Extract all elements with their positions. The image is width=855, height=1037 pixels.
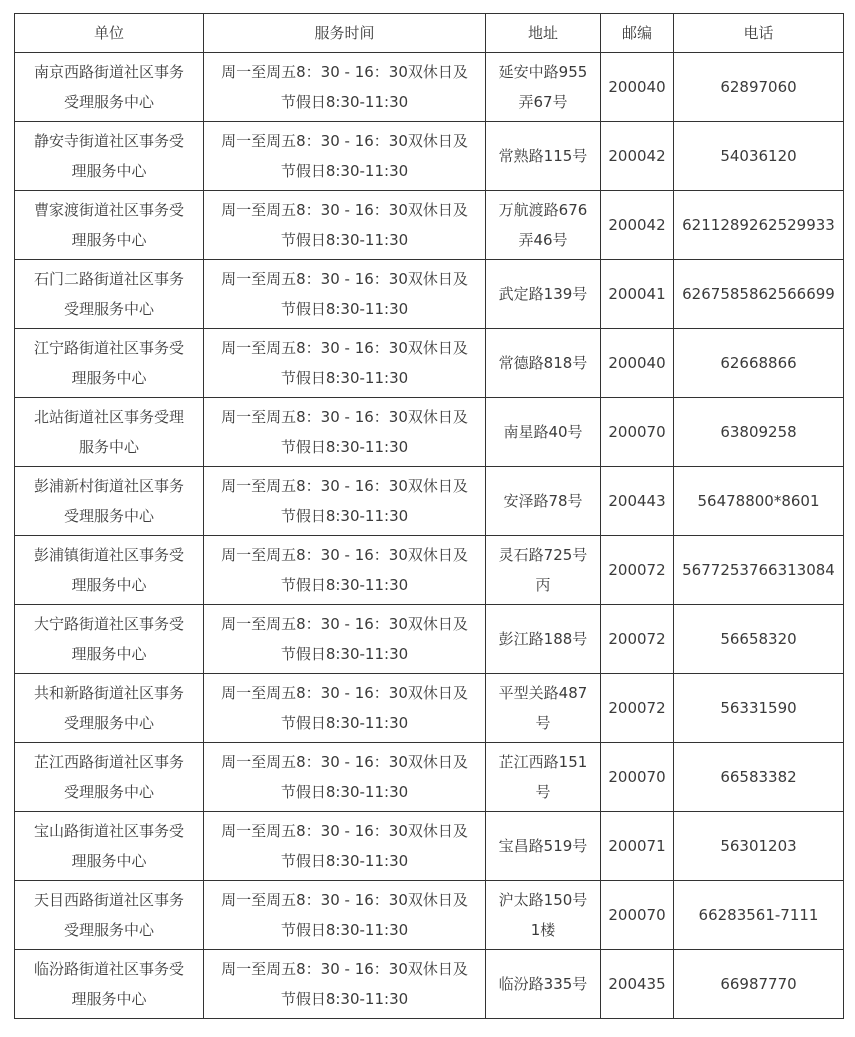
cell-service-hours [204, 191, 486, 260]
cell-service-hours [204, 743, 486, 812]
cell-address [486, 467, 601, 536]
header-address: 地址 [486, 14, 601, 53]
cell-unit [15, 260, 204, 329]
cell-service-hours [204, 536, 486, 605]
cell-service-hours-line: 周一至周五8：30 - 16：30双休日及 [221, 546, 468, 564]
cell-zip: 200070 [601, 398, 674, 467]
table-row [15, 743, 844, 812]
cell-service-hours-line: 节假日8:30-11:30 [280, 300, 409, 318]
table-row [15, 812, 844, 881]
cell-zip: 200070 [601, 881, 674, 950]
cell-service-hours-line: 周一至周五8：30 - 16：30双休日及 [221, 270, 468, 288]
cell-zip: 200072 [601, 605, 674, 674]
cell-service-hours-line: 周一至周五8：30 - 16：30双休日及 [221, 408, 468, 426]
header-service-hours: 服务时间 [204, 14, 486, 53]
cell-unit-line: 共和新路街道社区事务 [33, 684, 184, 702]
cell-service-hours-line: 周一至周五8：30 - 16：30双休日及 [221, 960, 468, 978]
cell-unit-line: 受理服务中心 [63, 300, 154, 318]
cell-unit-line: 服务中心 [78, 438, 139, 456]
table-row [15, 881, 844, 950]
cell-zip: 200072 [601, 674, 674, 743]
table-row [15, 536, 844, 605]
cell-service-hours-line: 节假日8:30-11:30 [280, 231, 409, 249]
cell-service-hours [204, 674, 486, 743]
cell-address [486, 329, 601, 398]
cell-unit-line: 受理服务中心 [63, 921, 154, 939]
service-centers-table [14, 13, 844, 1019]
cell-address-line: 弄46号 [518, 231, 568, 249]
cell-service-hours [204, 881, 486, 950]
cell-unit-line: 受理服务中心 [63, 714, 154, 732]
table-row [15, 122, 844, 191]
cell-unit-line: 受理服务中心 [63, 507, 154, 525]
cell-address [486, 122, 601, 191]
table-row [15, 467, 844, 536]
table-row [15, 398, 844, 467]
cell-unit-line: 彭浦镇街道社区事务受 [33, 546, 184, 564]
cell-unit-line: 受理服务中心 [63, 783, 154, 801]
cell-unit-line: 理服务中心 [71, 369, 147, 387]
cell-address-line: 平型关路487 [498, 684, 588, 702]
cell-service-hours-line: 节假日8:30-11:30 [280, 990, 409, 1008]
cell-unit-line: 理服务中心 [71, 852, 147, 870]
cell-service-hours-line: 节假日8:30-11:30 [280, 507, 409, 525]
cell-service-hours-line: 周一至周五8：30 - 16：30双休日及 [221, 753, 468, 771]
cell-zip: 200070 [601, 743, 674, 812]
cell-phone: 6267585862566699 [674, 260, 844, 329]
cell-address-line: 临汾路335号 [498, 975, 588, 993]
cell-service-hours-line: 周一至周五8：30 - 16：30双休日及 [221, 201, 468, 219]
cell-phone: 56478800*8601 [674, 467, 844, 536]
cell-unit [15, 812, 204, 881]
cell-unit [15, 53, 204, 122]
cell-service-hours-line: 节假日8:30-11:30 [280, 921, 409, 939]
cell-phone: 56301203 [674, 812, 844, 881]
cell-phone: 62668866 [674, 329, 844, 398]
cell-address [486, 743, 601, 812]
cell-service-hours [204, 950, 486, 1019]
cell-zip: 200042 [601, 122, 674, 191]
cell-phone: 63809258 [674, 398, 844, 467]
table-row [15, 674, 844, 743]
cell-address [486, 398, 601, 467]
header-zip: 邮编 [601, 14, 674, 53]
table-row [15, 191, 844, 260]
cell-unit [15, 467, 204, 536]
cell-service-hours-line: 节假日8:30-11:30 [280, 93, 409, 111]
cell-unit-line: 江宁路街道社区事务受 [33, 339, 184, 357]
header-phone: 电话 [674, 14, 844, 53]
cell-address-line: 武定路139号 [498, 285, 588, 303]
cell-address-line: 弄67号 [518, 93, 568, 111]
cell-address-line: 安泽路78号 [503, 492, 583, 510]
cell-service-hours-line: 周一至周五8：30 - 16：30双休日及 [221, 891, 468, 909]
cell-service-hours [204, 467, 486, 536]
cell-unit-line: 宝山路街道社区事务受 [33, 822, 184, 840]
cell-zip: 200072 [601, 536, 674, 605]
cell-address [486, 191, 601, 260]
cell-service-hours [204, 122, 486, 191]
cell-unit-line: 北站街道社区事务受理 [33, 408, 184, 426]
cell-service-hours-line: 周一至周五8：30 - 16：30双休日及 [221, 63, 468, 81]
cell-service-hours [204, 260, 486, 329]
cell-service-hours [204, 53, 486, 122]
cell-unit [15, 950, 204, 1019]
cell-phone: 66987770 [674, 950, 844, 1019]
cell-unit-line: 天目西路街道社区事务 [33, 891, 184, 909]
cell-unit-line: 彭浦新村街道社区事务 [33, 477, 184, 495]
cell-unit-line: 曹家渡街道社区事务受 [33, 201, 184, 219]
cell-phone: 66583382 [674, 743, 844, 812]
cell-service-hours-line: 节假日8:30-11:30 [280, 576, 409, 594]
cell-zip: 200040 [601, 53, 674, 122]
cell-address [486, 260, 601, 329]
cell-zip: 200040 [601, 329, 674, 398]
cell-address [486, 812, 601, 881]
cell-address-line: 南星路40号 [503, 423, 583, 441]
cell-address [486, 950, 601, 1019]
cell-unit-line: 临汾路街道社区事务受 [33, 960, 184, 978]
cell-zip: 200042 [601, 191, 674, 260]
cell-service-hours-line: 节假日8:30-11:30 [280, 714, 409, 732]
cell-service-hours-line: 节假日8:30-11:30 [280, 852, 409, 870]
cell-address-line: 宝昌路519号 [498, 837, 588, 855]
cell-address [486, 605, 601, 674]
table-row [15, 329, 844, 398]
table-row [15, 605, 844, 674]
table-row [15, 260, 844, 329]
cell-phone: 5677253766313084 [674, 536, 844, 605]
cell-unit-line: 理服务中心 [71, 162, 147, 180]
cell-phone: 56658320 [674, 605, 844, 674]
cell-unit [15, 536, 204, 605]
cell-zip: 200041 [601, 260, 674, 329]
cell-unit-line: 理服务中心 [71, 231, 147, 249]
cell-address-line: 沪太路150号 [498, 891, 588, 909]
cell-unit-line: 芷江西路街道社区事务 [33, 753, 184, 771]
cell-service-hours [204, 605, 486, 674]
cell-unit [15, 605, 204, 674]
table-header-row [15, 14, 844, 53]
cell-address-line: 芷江西路151 [498, 753, 588, 771]
cell-service-hours-line: 周一至周五8：30 - 16：30双休日及 [221, 615, 468, 633]
cell-address-line: 常熟路115号 [498, 147, 588, 165]
cell-unit-line: 南京西路街道社区事务 [33, 63, 184, 81]
cell-address-line: 万航渡路676 [498, 201, 588, 219]
cell-phone: 62897060 [674, 53, 844, 122]
cell-service-hours-line: 节假日8:30-11:30 [280, 645, 409, 663]
cell-service-hours-line: 节假日8:30-11:30 [280, 783, 409, 801]
cell-unit-line: 大宁路街道社区事务受 [33, 615, 184, 633]
cell-address [486, 536, 601, 605]
cell-address-line: 号 [535, 783, 551, 801]
cell-service-hours-line: 周一至周五8：30 - 16：30双休日及 [221, 684, 468, 702]
cell-service-hours-line: 节假日8:30-11:30 [280, 162, 409, 180]
cell-address-line: 灵石路725号 [498, 546, 588, 564]
cell-service-hours-line: 周一至周五8：30 - 16：30双休日及 [221, 822, 468, 840]
cell-service-hours-line: 周一至周五8：30 - 16：30双休日及 [221, 132, 468, 150]
cell-unit-line: 理服务中心 [71, 576, 147, 594]
cell-address-line: 号 [535, 714, 551, 732]
cell-service-hours-line: 周一至周五8：30 - 16：30双休日及 [221, 477, 468, 495]
cell-unit-line: 石门二路街道社区事务 [33, 270, 184, 288]
cell-address [486, 674, 601, 743]
table-row [15, 53, 844, 122]
cell-address-line: 彭江路188号 [498, 630, 588, 648]
cell-service-hours-line: 节假日8:30-11:30 [280, 369, 409, 387]
cell-phone: 54036120 [674, 122, 844, 191]
cell-zip: 200071 [601, 812, 674, 881]
cell-unit [15, 674, 204, 743]
cell-unit-line: 受理服务中心 [63, 93, 154, 111]
cell-address-line: 延安中路955 [498, 63, 588, 81]
cell-unit-line: 静安寺街道社区事务受 [33, 132, 184, 150]
cell-service-hours-line: 周一至周五8：30 - 16：30双休日及 [221, 339, 468, 357]
cell-address-line: 常德路818号 [498, 354, 588, 372]
cell-unit [15, 329, 204, 398]
cell-phone: 6211289262529933 [674, 191, 844, 260]
header-unit: 单位 [15, 14, 204, 53]
table-row [15, 950, 844, 1019]
cell-unit-line: 理服务中心 [71, 990, 147, 1008]
cell-unit [15, 398, 204, 467]
cell-unit [15, 122, 204, 191]
cell-unit [15, 881, 204, 950]
cell-service-hours [204, 329, 486, 398]
cell-address-line: 1楼 [530, 921, 556, 939]
cell-service-hours-line: 节假日8:30-11:30 [280, 438, 409, 456]
cell-address [486, 53, 601, 122]
cell-address-line: 丙 [535, 576, 551, 594]
cell-zip: 200435 [601, 950, 674, 1019]
cell-address [486, 881, 601, 950]
cell-unit [15, 743, 204, 812]
cell-unit [15, 191, 204, 260]
cell-phone: 56331590 [674, 674, 844, 743]
cell-unit-line: 理服务中心 [71, 645, 147, 663]
cell-service-hours [204, 398, 486, 467]
cell-phone: 66283561-7111 [674, 881, 844, 950]
cell-service-hours [204, 812, 486, 881]
cell-zip: 200443 [601, 467, 674, 536]
